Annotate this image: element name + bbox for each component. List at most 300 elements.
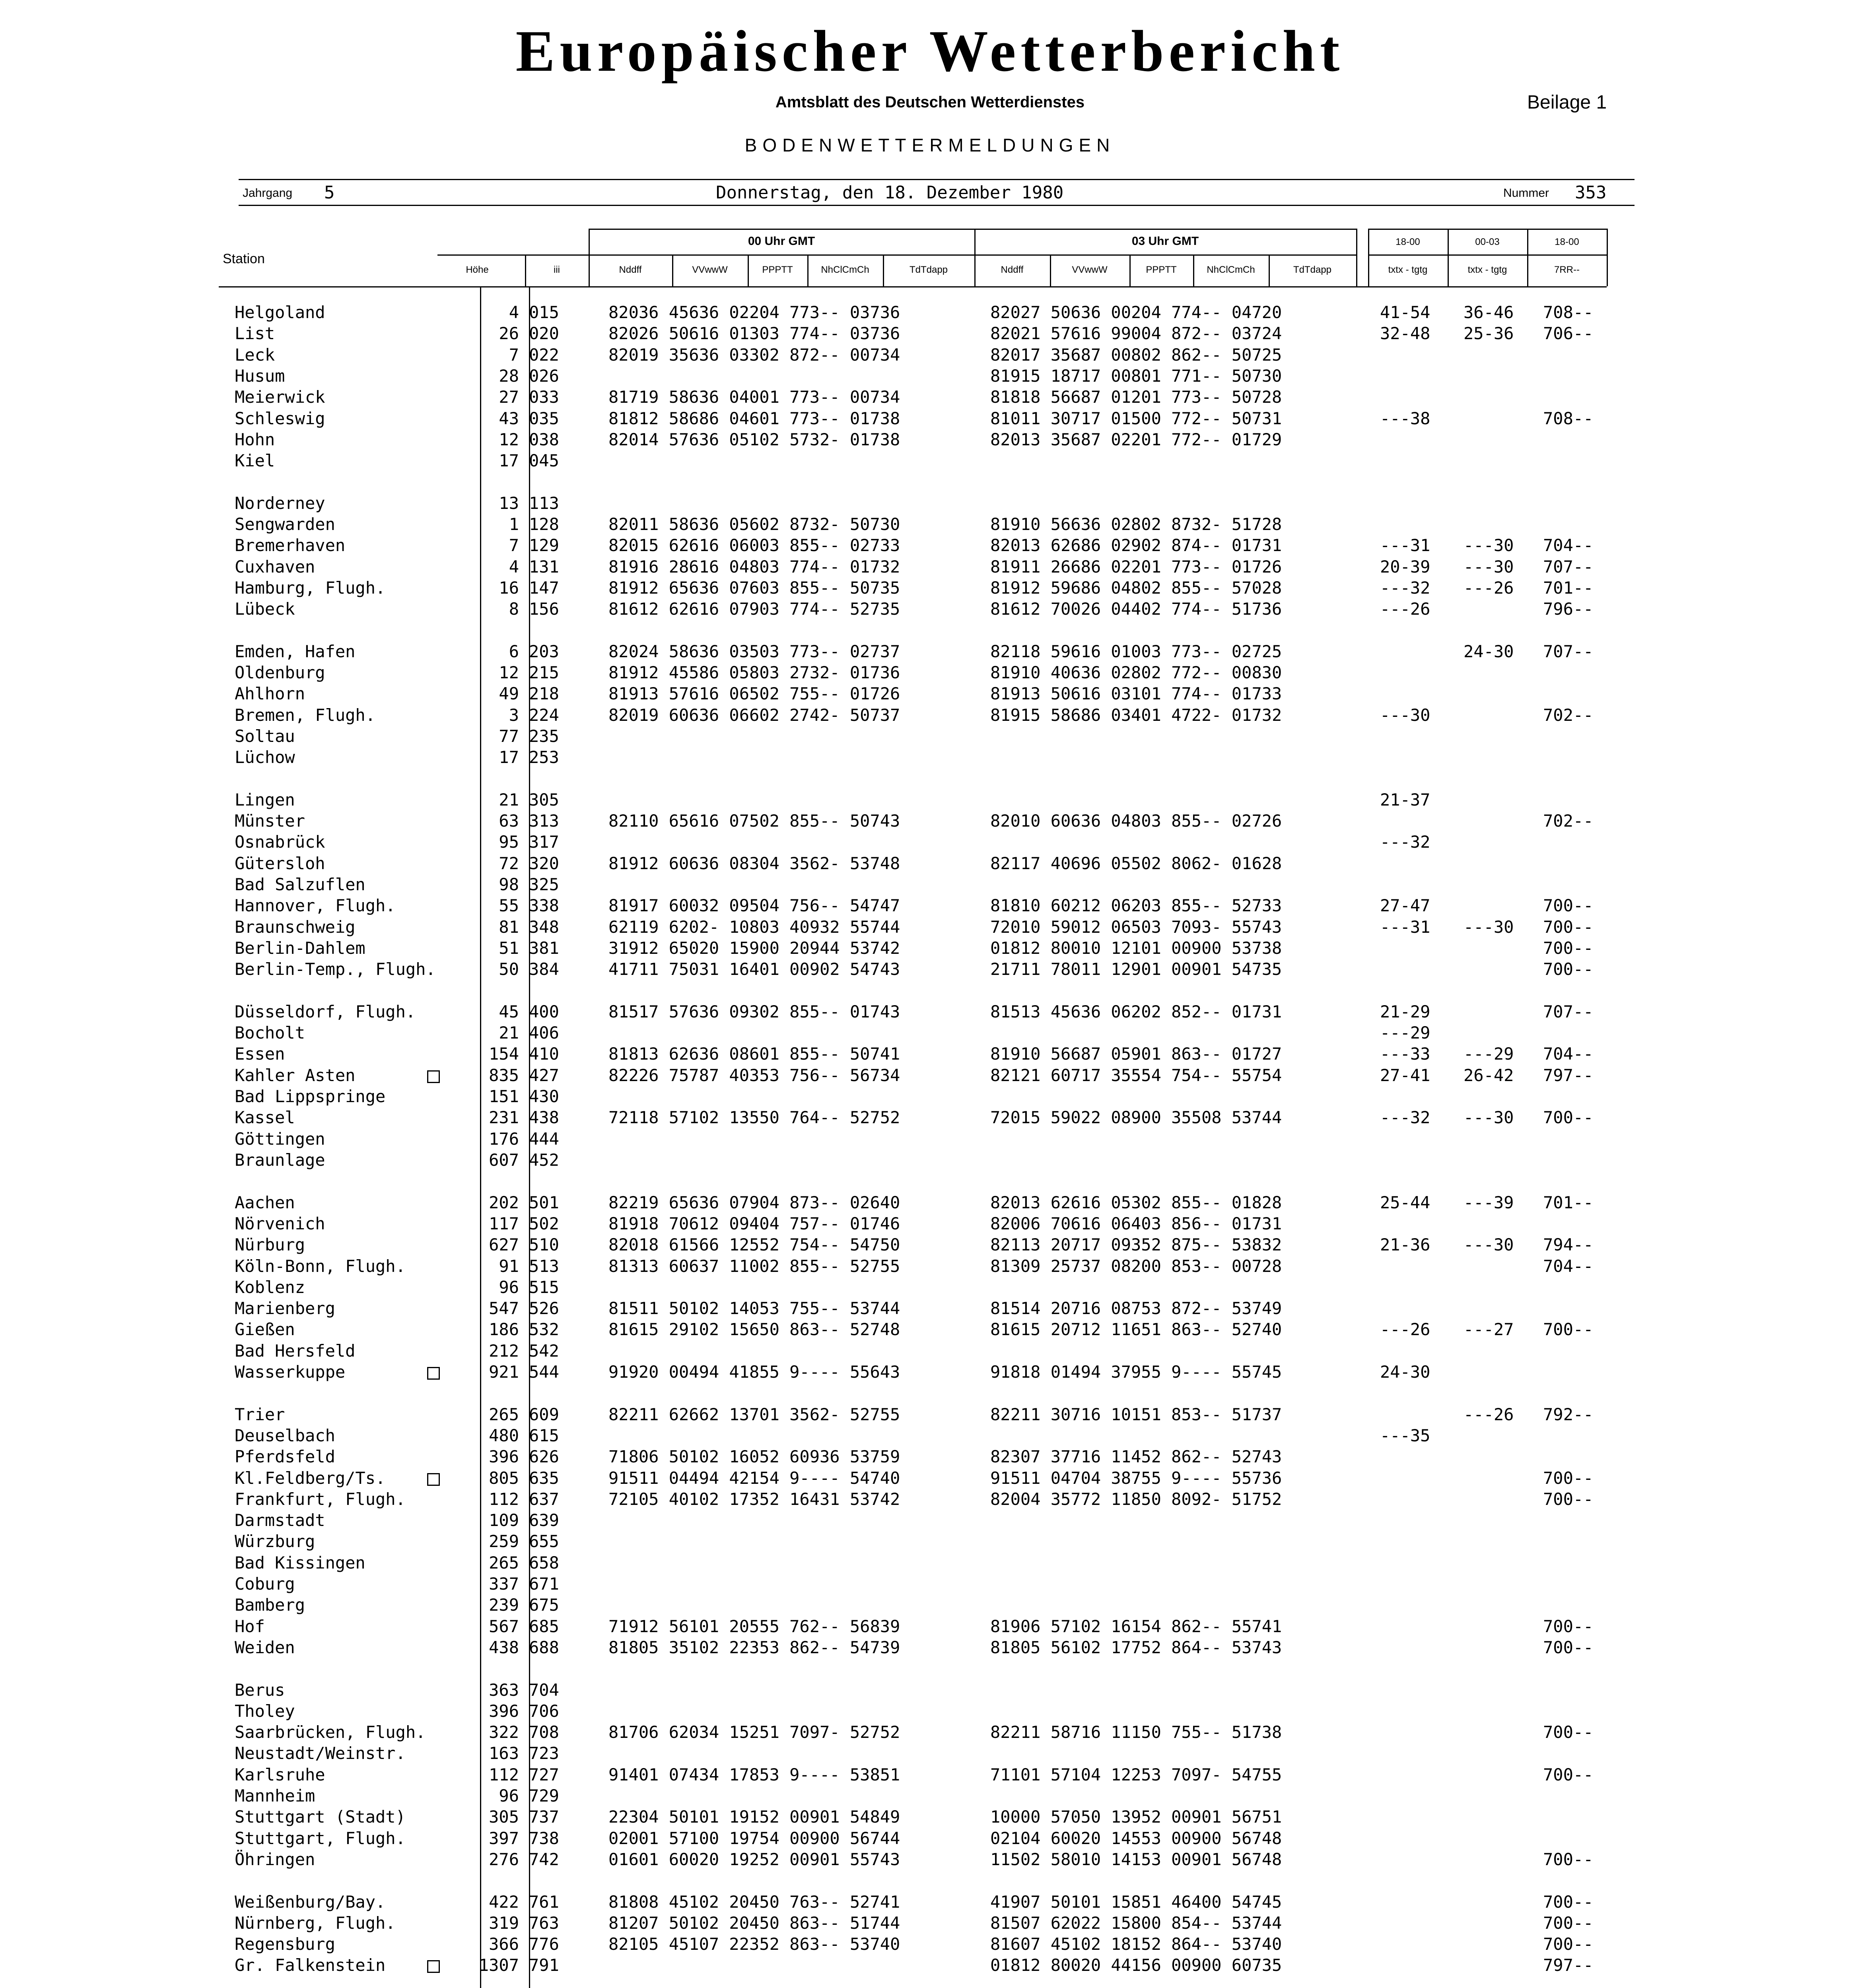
obs-00: 81615 29102 15650 863-- 52748 — [608, 1320, 900, 1339]
station-name: Berlin-Temp., Flugh. — [235, 959, 436, 979]
table-row — [235, 1213, 1642, 1234]
station-number: 224 — [529, 705, 559, 725]
sub-header-tdtd-03: TdTdapp — [1293, 264, 1332, 275]
obs-00: 81918 70612 09404 757-- 01746 — [608, 1214, 900, 1233]
temp-18-00: 27-41 — [1380, 1066, 1430, 1085]
station-height: 43 — [499, 409, 519, 428]
station-name: Leck — [235, 345, 275, 365]
temp-00-03: ---29 — [1464, 1044, 1514, 1064]
station-name: Saarbrücken, Flugh. — [235, 1722, 426, 1742]
station-height: 151 — [489, 1087, 519, 1106]
temp-18-00: 21-37 — [1380, 790, 1430, 810]
station-name: Göttingen — [235, 1129, 325, 1149]
station-height: 26 — [499, 324, 519, 343]
station-name: Bremerhaven — [235, 536, 346, 555]
table-row — [235, 662, 1642, 683]
station-number: 513 — [529, 1256, 559, 1276]
station-name: Bocholt — [235, 1023, 305, 1043]
table-row — [235, 641, 1642, 662]
hoehe-header: Höhe — [466, 264, 489, 275]
obs-00: 72118 57102 13550 764-- 52752 — [608, 1108, 900, 1127]
precip-group: 797-- — [1543, 1066, 1594, 1085]
station-name: Nörvenich — [235, 1214, 325, 1233]
station-name: Kassel — [235, 1108, 295, 1127]
temp-00-03: ---27 — [1464, 1320, 1514, 1339]
obs-03: 82013 35687 02201 772-- 01729 — [990, 430, 1282, 449]
temp-00-03: ---39 — [1464, 1193, 1514, 1212]
station-name: Kl.Feldberg/Ts. — [235, 1468, 386, 1488]
station-height: 13 — [499, 493, 519, 513]
station-number: 348 — [529, 917, 559, 937]
station-height: 305 — [489, 1807, 519, 1827]
station-height: 98 — [499, 875, 519, 894]
table-row — [235, 599, 1642, 619]
station-name: Essen — [235, 1044, 285, 1064]
table-row — [235, 811, 1642, 831]
station-height: 27 — [499, 387, 519, 407]
station-height: 239 — [489, 1595, 519, 1615]
station-number: 501 — [529, 1193, 559, 1212]
precip-group: 700-- — [1543, 1765, 1594, 1784]
obs-03: 71101 57104 12253 7097- 54755 — [990, 1765, 1282, 1784]
station-name: Berus — [235, 1680, 285, 1700]
station-number: 215 — [529, 663, 559, 682]
station-name: Bremen, Flugh. — [235, 705, 376, 725]
table-row — [235, 1510, 1642, 1531]
precip-group: 700-- — [1543, 1892, 1594, 1912]
obs-00: 81719 58636 04001 773-- 00734 — [608, 387, 900, 407]
station-name: Ahlhorn — [235, 684, 305, 703]
station-number: 515 — [529, 1277, 559, 1297]
table-row — [235, 790, 1642, 810]
obs-00: 91920 00494 41855 9---- 55643 — [608, 1362, 900, 1382]
table-row — [235, 1807, 1642, 1827]
station-name: Bad Lippspringe — [235, 1087, 386, 1106]
station-height: 28 — [499, 366, 519, 386]
station-number: 776 — [529, 1934, 559, 1954]
station-name: Regensburg — [235, 1934, 335, 1954]
obs-00: 81912 65636 07603 855-- 50735 — [608, 578, 900, 598]
station-number: 742 — [529, 1850, 559, 1869]
obs-03: 81615 20712 11651 863-- 52740 — [990, 1320, 1282, 1339]
sub-header-nhcl-03: NhClCmCh — [1207, 264, 1255, 275]
obs-00: 82219 65636 07904 873-- 02640 — [608, 1193, 900, 1212]
obs-03: 81906 57102 16154 862-- 55741 — [990, 1617, 1282, 1636]
station-height: 202 — [489, 1193, 519, 1212]
station-number: 626 — [529, 1447, 559, 1466]
precip-group: 700-- — [1543, 1850, 1594, 1869]
station-name: Husum — [235, 366, 285, 386]
temp-18-00: 20-39 — [1380, 557, 1430, 577]
station-height: 567 — [489, 1617, 519, 1636]
obs-00: 82036 45636 02204 773-- 03736 — [608, 303, 900, 322]
precip-group: 700-- — [1543, 1934, 1594, 1954]
station-number: 022 — [529, 345, 559, 365]
station-number: 609 — [529, 1405, 559, 1424]
table-row — [235, 1277, 1642, 1298]
table-row — [235, 1531, 1642, 1552]
station-name: Weißenburg/Bay. — [235, 1892, 386, 1912]
station-height: 337 — [489, 1574, 519, 1594]
obs-00: 82226 75787 40353 756-- 56734 — [608, 1066, 900, 1085]
obs-00: 81917 60032 09504 756-- 54747 — [608, 896, 900, 915]
table-row — [235, 747, 1642, 768]
table-row — [235, 366, 1642, 386]
obs-00: 82014 57636 05102 5732- 01738 — [608, 430, 900, 449]
obs-00: 41711 75031 16401 00902 54743 — [608, 959, 900, 979]
mountain-station-icon — [426, 1468, 441, 1489]
obs-03: 81507 62022 15800 854-- 53744 — [990, 1913, 1282, 1933]
precip-group: 700-- — [1543, 917, 1594, 937]
sub-header-ppptt: PPPTT — [762, 264, 793, 275]
station-name: Tholey — [235, 1701, 295, 1721]
obs-00: 81207 50102 20450 863-- 51744 — [608, 1913, 900, 1933]
station-height: 1 — [509, 514, 519, 534]
station-height: 81 — [499, 917, 519, 937]
station-height: 212 — [489, 1341, 519, 1361]
table-row — [235, 450, 1642, 471]
precip-group: 700-- — [1543, 959, 1594, 979]
obs-03: 10000 57050 13952 00901 56751 — [990, 1807, 1282, 1827]
page-subtitle: Amtsblatt des Deutschen Wetterdienstes — [775, 93, 1085, 111]
temp-18-00: 21-29 — [1380, 1002, 1430, 1021]
precip-group: 700-- — [1543, 1638, 1594, 1657]
station-height: 438 — [489, 1638, 519, 1657]
station-height: 366 — [489, 1934, 519, 1954]
obs-00: 01601 60020 19252 00901 55743 — [608, 1850, 900, 1869]
obs-03: 82017 35687 00802 862-- 50725 — [990, 345, 1282, 365]
precip-group: 701-- — [1543, 578, 1594, 598]
station-number: 406 — [529, 1023, 559, 1043]
obs-03: 01812 80010 12101 00900 53738 — [990, 938, 1282, 958]
station-height: 6 — [509, 642, 519, 661]
precip-group: 796-- — [1543, 599, 1594, 619]
table-row — [235, 1722, 1642, 1743]
station-number: 763 — [529, 1913, 559, 1933]
station-height: 397 — [489, 1829, 519, 1848]
station-number: 510 — [529, 1235, 559, 1254]
station-height: 95 — [499, 832, 519, 852]
station-height: 45 — [499, 1002, 519, 1021]
station-number: 737 — [529, 1807, 559, 1827]
sub-header-nhcl: NhClCmCh — [821, 264, 869, 275]
station-height: 72 — [499, 854, 519, 873]
obs-03: 81612 70026 04402 774-- 51736 — [990, 599, 1282, 619]
temp-18-00: ---38 — [1380, 409, 1430, 428]
station-height: 163 — [489, 1743, 519, 1763]
station-number: 444 — [529, 1129, 559, 1149]
precip-group: 707-- — [1543, 642, 1594, 661]
table-row — [235, 1595, 1642, 1615]
station-height: 276 — [489, 1850, 519, 1869]
obs-00: 81808 45102 20450 763-- 52741 — [608, 1892, 900, 1912]
obs-00: 81612 62616 07903 774-- 52735 — [608, 599, 900, 619]
precip-group: 706-- — [1543, 324, 1594, 343]
station-number: 381 — [529, 938, 559, 958]
temp-18-00: ---30 — [1380, 705, 1430, 725]
obs-03: 81910 40636 02802 772-- 00830 — [990, 663, 1282, 682]
obs-00: 82211 62662 13701 3562- 52755 — [608, 1405, 900, 1424]
obs-00: 82026 50616 01303 774-- 03736 — [608, 324, 900, 343]
obs-00: 82018 61566 12552 754-- 54750 — [608, 1235, 900, 1254]
sub-header-nddff-03: Nddff — [1001, 264, 1024, 275]
obs-00: 31912 65020 15900 20944 53742 — [608, 938, 900, 958]
precip-group: 704-- — [1543, 1256, 1594, 1276]
table-row — [235, 1404, 1642, 1425]
obs-03: 81309 25737 08200 853-- 00728 — [990, 1256, 1282, 1276]
table-row — [235, 1023, 1642, 1043]
station-number: 637 — [529, 1489, 559, 1509]
temp-00-03: 26-42 — [1464, 1066, 1514, 1085]
station-height: 3 — [509, 705, 519, 725]
table-row — [235, 1107, 1642, 1128]
table-row — [235, 938, 1642, 959]
station-height: 363 — [489, 1680, 519, 1700]
obs-00: 81912 60636 08304 3562- 53748 — [608, 854, 900, 873]
station-number: 685 — [529, 1617, 559, 1636]
table-row — [235, 1256, 1642, 1277]
precip-group: 702-- — [1543, 811, 1594, 831]
station-height: 154 — [489, 1044, 519, 1064]
station-number: 655 — [529, 1532, 559, 1551]
t1-header: 18-00 — [1395, 237, 1420, 247]
obs-03: 72010 59012 06503 7093- 55743 — [990, 917, 1282, 937]
mountain-station-icon — [426, 1362, 441, 1382]
table-row — [235, 1489, 1642, 1510]
station-height: 16 — [499, 578, 519, 598]
station-number: 400 — [529, 1002, 559, 1021]
table-row — [235, 1425, 1642, 1446]
obs-03: 81912 59686 04802 855-- 57028 — [990, 578, 1282, 598]
station-height: 17 — [499, 451, 519, 470]
station-name: Cuxhaven — [235, 557, 315, 577]
temp-00-03: ---30 — [1464, 557, 1514, 577]
table-row — [235, 578, 1642, 598]
station-number: 615 — [529, 1426, 559, 1445]
table-row — [235, 832, 1642, 852]
station-name: Norderney — [235, 493, 325, 513]
station-height: 186 — [489, 1320, 519, 1339]
t2-sub-header: txtx - tgtg — [1467, 264, 1507, 275]
obs-00: 81706 62034 15251 7097- 52752 — [608, 1722, 900, 1742]
station-number: 526 — [529, 1299, 559, 1318]
station-number: 738 — [529, 1829, 559, 1848]
table-row — [235, 323, 1642, 344]
temp-00-03: ---30 — [1464, 1108, 1514, 1127]
station-height: 396 — [489, 1447, 519, 1466]
temp-18-00: ---32 — [1380, 832, 1430, 852]
station-number: 410 — [529, 1044, 559, 1064]
station-name: Osnabrück — [235, 832, 325, 852]
station-number: 542 — [529, 1341, 559, 1361]
station-height: 480 — [489, 1426, 519, 1445]
station-name: Bad Kissingen — [235, 1553, 365, 1573]
table-row — [235, 959, 1642, 980]
station-number: 128 — [529, 514, 559, 534]
station-height: 96 — [499, 1277, 519, 1297]
precip-group: 797-- — [1543, 1955, 1594, 1975]
obs-03: 21711 78011 12901 00901 54735 — [990, 959, 1282, 979]
table-row — [235, 345, 1642, 365]
station-number: 317 — [529, 832, 559, 852]
station-height: 4 — [509, 557, 519, 577]
temp-00-03: ---30 — [1464, 536, 1514, 555]
temp-00-03: ---30 — [1464, 917, 1514, 937]
station-height: 547 — [489, 1299, 519, 1318]
station-number: 675 — [529, 1595, 559, 1615]
obs-03: 82307 37716 11452 862-- 52743 — [990, 1447, 1282, 1466]
table-row — [235, 387, 1642, 408]
section-heading: BODENWETTERMELDUNGEN — [744, 135, 1116, 155]
table-row — [235, 1044, 1642, 1064]
temp-18-00: ---26 — [1380, 1320, 1430, 1339]
obs-03: 82013 62686 02902 874-- 01731 — [990, 536, 1282, 555]
table-row — [235, 1468, 1642, 1489]
station-name: Trier — [235, 1405, 285, 1424]
obs-03: 82117 40696 05502 8062- 01628 — [990, 854, 1282, 873]
t3-sub-header: 7RR-- — [1554, 264, 1580, 275]
table-row — [235, 429, 1642, 450]
obs-00: 82019 35636 03302 872-- 00734 — [608, 345, 900, 365]
precip-group: 707-- — [1543, 1002, 1594, 1021]
station-name: Köln-Bonn, Flugh. — [235, 1256, 406, 1276]
station-number: 313 — [529, 811, 559, 831]
station-number: 113 — [529, 493, 559, 513]
station-number: 338 — [529, 896, 559, 915]
table-row — [235, 302, 1642, 323]
temp-18-00: 25-44 — [1380, 1193, 1430, 1212]
station-height: 109 — [489, 1510, 519, 1530]
sub-header-ppptt-03: PPPTT — [1146, 264, 1177, 275]
table-row — [235, 1574, 1642, 1594]
table-row — [235, 1955, 1642, 1976]
table-row — [235, 1086, 1642, 1107]
temp-00-03: ---30 — [1464, 1235, 1514, 1254]
station-number: 020 — [529, 324, 559, 343]
table-row — [235, 1319, 1642, 1340]
temp-18-00: 27-47 — [1380, 896, 1430, 915]
station-name: Wasserkuppe — [235, 1362, 346, 1382]
obs-03: 81514 20716 08753 872-- 53749 — [990, 1299, 1282, 1318]
obs-00: 81812 58686 04601 773-- 01738 — [608, 409, 900, 428]
precip-group: 700-- — [1543, 1913, 1594, 1933]
temp-18-00: ---32 — [1380, 578, 1430, 598]
issue-date: Donnerstag, den 18. Dezember 1980 — [716, 182, 1064, 203]
station-name: Bad Salzuflen — [235, 875, 365, 894]
precip-group: 700-- — [1543, 938, 1594, 958]
table-row — [235, 726, 1642, 747]
station-name: Braunschweig — [235, 917, 356, 937]
precip-group: 700-- — [1543, 1489, 1594, 1509]
obs-00: 82110 65616 07502 855-- 50743 — [608, 811, 900, 831]
obs-00: 22304 50101 19152 00901 54849 — [608, 1807, 900, 1827]
station-number: 156 — [529, 599, 559, 619]
obs-03: 81011 30717 01500 772-- 50731 — [990, 409, 1282, 428]
temp-18-00: 24-30 — [1380, 1362, 1430, 1382]
temp-18-00: ---32 — [1380, 1108, 1430, 1127]
precip-group: 708-- — [1543, 303, 1594, 322]
obs-03: 81910 56636 02802 8732- 51728 — [990, 514, 1282, 534]
station-number: 791 — [529, 1955, 559, 1975]
obs-03: 81607 45102 18152 864-- 53740 — [990, 1934, 1282, 1954]
table-row — [235, 1680, 1642, 1701]
station-height: 4 — [509, 303, 519, 322]
station-height: 805 — [489, 1468, 519, 1488]
obs-00: 81912 45586 05803 2732- 01736 — [608, 663, 900, 682]
station-height: 77 — [499, 726, 519, 746]
station-name: Darmstadt — [235, 1510, 325, 1530]
station-name: Gütersloh — [235, 854, 325, 873]
station-name: Weiden — [235, 1638, 295, 1657]
table-row — [235, 514, 1642, 535]
station-number: 038 — [529, 430, 559, 449]
obs-03: 81818 56687 01201 773-- 50728 — [990, 387, 1282, 407]
precip-group: 792-- — [1543, 1405, 1594, 1424]
temp-18-00: ---35 — [1380, 1426, 1430, 1445]
obs-00: 82105 45107 22352 863-- 53740 — [608, 1934, 900, 1954]
station-height: 259 — [489, 1532, 519, 1551]
station-number: 438 — [529, 1108, 559, 1127]
temp-00-03: 25-36 — [1464, 324, 1514, 343]
station-number: 015 — [529, 303, 559, 322]
precip-group: 708-- — [1543, 409, 1594, 428]
station-height: 51 — [499, 938, 519, 958]
nummer-label: Nummer — [1503, 186, 1549, 200]
table-row — [235, 535, 1642, 556]
station-name: Hof — [235, 1617, 265, 1636]
station-name: Stuttgart (Stadt) — [235, 1807, 406, 1827]
table-row — [235, 1849, 1642, 1870]
station-name: Gießen — [235, 1320, 295, 1339]
table-row — [235, 1553, 1642, 1573]
station-name: Meierwick — [235, 387, 325, 407]
station-name: List — [235, 324, 275, 343]
station-name: Coburg — [235, 1574, 295, 1594]
obs-03: 41907 50101 15851 46400 54745 — [990, 1892, 1282, 1912]
station-height: 921 — [489, 1362, 519, 1382]
precip-group: 704-- — [1543, 1044, 1594, 1064]
temp-18-00: ---31 — [1380, 536, 1430, 555]
station-height: 322 — [489, 1722, 519, 1742]
station-number: 723 — [529, 1743, 559, 1763]
t3-header: 18-00 — [1555, 237, 1579, 247]
station-name: Oldenburg — [235, 663, 325, 682]
table-row — [235, 1235, 1642, 1255]
station-number: 430 — [529, 1087, 559, 1106]
station-height: 91 — [499, 1256, 519, 1276]
station-height: 96 — [499, 1786, 519, 1806]
station-name: Helgoland — [235, 303, 325, 322]
obs-00: 91401 07434 17853 9---- 53851 — [608, 1765, 900, 1784]
station-name: Bad Hersfeld — [235, 1341, 356, 1361]
temp-00-03: ---26 — [1464, 578, 1514, 598]
obs-00: 81805 35102 22353 862-- 54739 — [608, 1638, 900, 1657]
station-number: 203 — [529, 642, 559, 661]
station-name: Lüchow — [235, 747, 295, 767]
table-row — [235, 408, 1642, 429]
station-height: 835 — [489, 1066, 519, 1085]
station-height: 49 — [499, 684, 519, 703]
sub-header-nddff: Nddff — [619, 264, 642, 275]
obs-03: 82118 59616 01003 773-- 02725 — [990, 642, 1282, 661]
obs-03: 82027 50636 00204 774-- 04720 — [990, 303, 1282, 322]
precip-group: 794-- — [1543, 1235, 1594, 1254]
station-number: 427 — [529, 1066, 559, 1085]
station-height: 265 — [489, 1553, 519, 1573]
station-number: 147 — [529, 578, 559, 598]
temp-18-00: 21-36 — [1380, 1235, 1430, 1254]
station-name: Gr. Falkenstein — [235, 1955, 386, 1975]
